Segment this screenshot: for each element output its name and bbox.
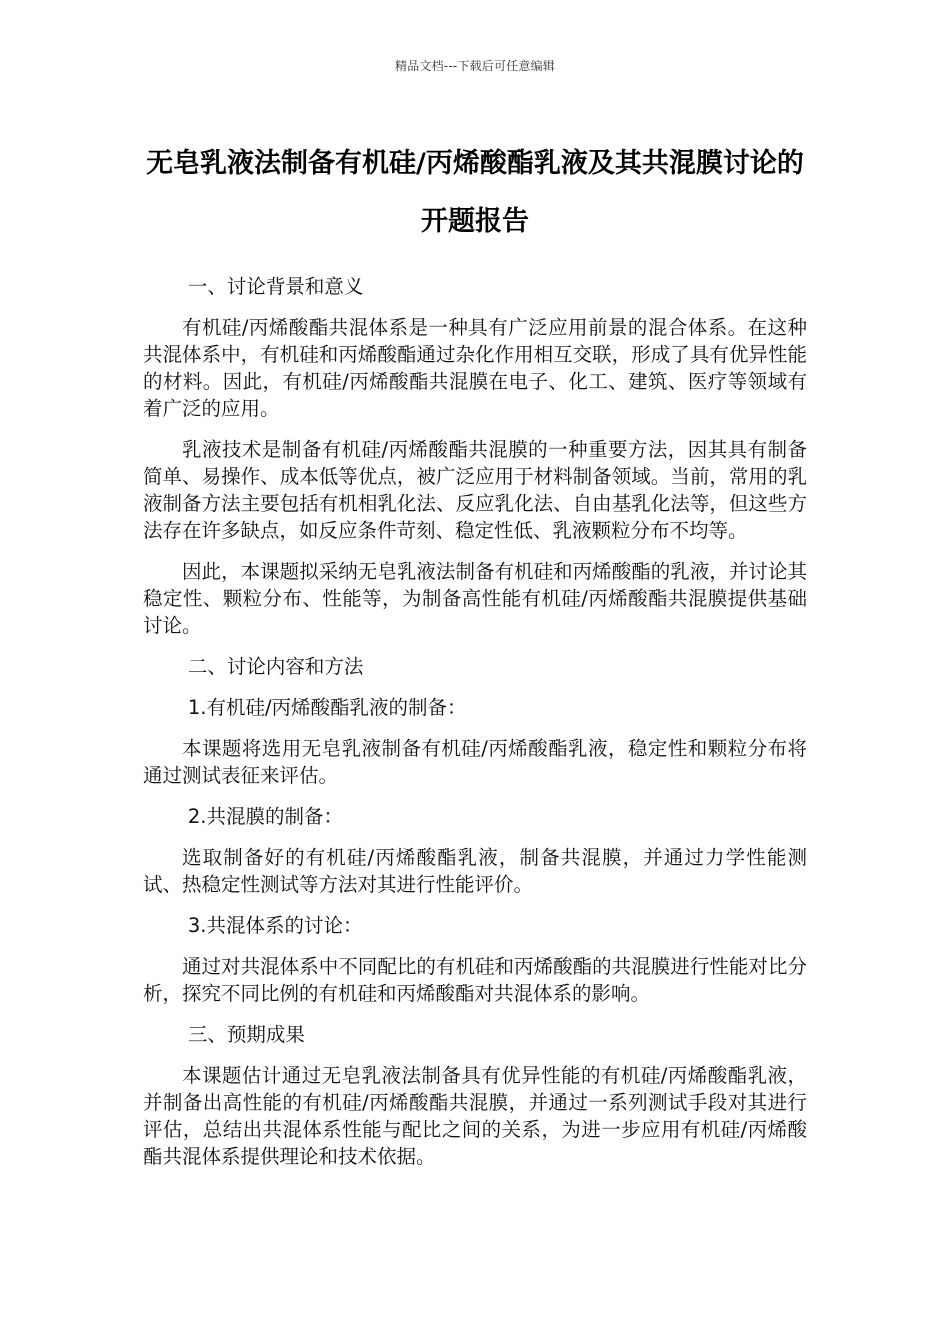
document-title: 无皂乳液法制备有机硅/丙烯酸酯乳液及其共混膜讨论的开题报告 — [146, 148, 804, 237]
header-note: 精品文档---下载后可任意编辑 — [395, 59, 555, 73]
paragraph: 选取制备好的有机硅/丙烯酸酯乳液，制备共混膜，并通过力学性能测试、热稳定性测试等方法对其进行性能评价。 — [143, 846, 807, 896]
document-body — [143, 273, 807, 1184]
paragraph: 乳液技术是制备有机硅/丙烯酸酯共混膜的一种重要方法，因其具有制备简单、易操作、成本低等优点，被广泛应用于材料制备领域。当前，常用的乳液制备方法主要包括有机相乳化法、反应乳化法、自由基乳化法等，但这些方法存在许多缺点，如反应条件苛刻、稳定性低、乳液颗粒分布不均等。 — [143, 438, 807, 542]
subsection-heading: 2.共混膜的制备： — [187, 805, 343, 828]
paragraph: 因此，本课题拟采纳无皂乳液法制备有机硅和丙烯酸酯的乳液，并讨论其稳定性、颗粒分布、性能等，为制备高性能有机硅/丙烯酸酯共混膜提供基础讨论。 — [143, 560, 807, 637]
paragraph: 本课题估计通过无皂乳液法制备具有优异性能的有机硅/丙烯酸酯乳液，并制备出高性能的有机硅/丙烯酸酯共混膜，并通过一系列测试手段对其进行评估，总结出共混体系性能与配比之间的关系，为进一步应用有机硅/丙烯酸酯共混体系提供理论和技术依据。 — [143, 1064, 807, 1168]
paragraph: 有机硅/丙烯酸酯共混体系是一种具有广泛应用前景的混合体系。在这种共混体系中，有机硅和丙烯酸酯通过杂化作用相互交联，形成了具有优异性能的材料。因此，有机硅/丙烯酸酯共混膜在电子、化工、建筑、医疗等领域有着广泛的应用。 — [143, 316, 807, 420]
section-heading: 二、讨论内容和方法 — [187, 655, 364, 678]
section-heading: 三、预期成果 — [187, 1023, 305, 1046]
subsection-heading: 3.共混体系的讨论： — [187, 914, 363, 937]
subsection-heading: 1.有机硅/丙烯酸酯乳液的制备： — [187, 696, 467, 719]
section-heading: 一、讨论背景和意义 — [187, 275, 364, 298]
paragraph: 本课题将选用无皂乳液制备有机硅/丙烯酸酯乳液，稳定性和颗粒分布将通过测试表征来评估。 — [143, 737, 807, 787]
paragraph: 通过对共混体系中不同配比的有机硅和丙烯酸酯的共混膜进行性能对比分析，探究不同比例的有机硅和丙烯酸酯对共混体系的影响。 — [143, 955, 807, 1005]
